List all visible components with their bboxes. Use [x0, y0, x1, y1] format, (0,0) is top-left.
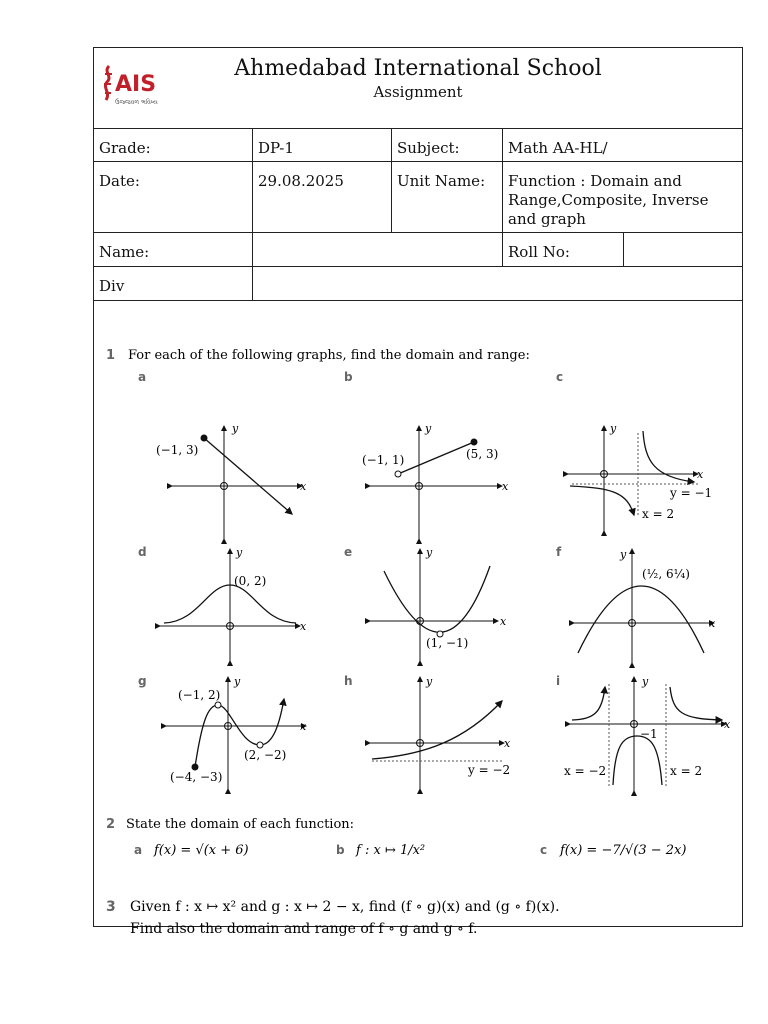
- graph-letter: h: [344, 674, 353, 688]
- graph-letter: e: [344, 545, 353, 559]
- div-label: Div: [99, 277, 125, 295]
- asymptote-label: x = 2: [670, 764, 703, 778]
- subject-value: Math AA-HL/: [502, 129, 742, 161]
- q2-b-letter: b: [336, 843, 345, 857]
- school-name: Ahmedabad International School: [234, 56, 602, 81]
- graph-letter: b: [344, 370, 353, 384]
- point-label: (−4, −3): [170, 770, 223, 784]
- point-label: −1: [640, 727, 658, 741]
- axis-label: y: [620, 548, 627, 561]
- point-label: (−1, 3): [156, 443, 199, 457]
- axis-label: y: [610, 422, 617, 435]
- subject-label: Subject:: [391, 129, 502, 161]
- graph-b: [344, 370, 509, 539]
- q2-a-letter: a: [134, 843, 143, 857]
- graph-letter: f: [556, 545, 562, 559]
- q1-number: 1: [106, 348, 116, 363]
- graph-f: [556, 545, 716, 663]
- asymptote-label: x = 2: [642, 507, 675, 521]
- point-label: (−1, 1): [362, 453, 405, 467]
- date-value: 29.08.2025: [252, 162, 391, 232]
- axis-label: x: [300, 620, 307, 633]
- document-type: Assignment: [373, 83, 463, 101]
- graph-letter: a: [138, 370, 147, 384]
- div-row: [94, 267, 742, 301]
- header-row: [94, 48, 742, 129]
- grade-row: [94, 129, 742, 162]
- q1-text: For each of the following graphs, find the domain and range:: [128, 348, 530, 363]
- axis-label: y: [426, 675, 433, 688]
- asymptote-label: y = −1: [670, 486, 713, 500]
- graph-h: [344, 674, 511, 789]
- q3-line1: Given f : x ↦ x² and g : x ↦ 2 − x, find (f ∘ g)(x) and (g ∘ f)(x).: [130, 899, 560, 915]
- graph-letter: d: [138, 545, 147, 559]
- logo-tagline: ઉજ્જવળ ભવિષ્ય: [115, 99, 158, 106]
- axis-label: x: [697, 468, 704, 481]
- axis-label: y: [426, 546, 433, 559]
- asymptote-label: y = −2: [468, 763, 511, 777]
- graph-letter: i: [556, 674, 561, 688]
- point-label: (−1, 2): [178, 688, 221, 702]
- q3-number: 3: [106, 899, 116, 915]
- questions-area: [94, 301, 742, 937]
- asymptote-label: x = −2: [564, 764, 607, 778]
- div-field[interactable]: [252, 267, 742, 300]
- axis-label: x: [300, 480, 307, 493]
- roll-label: Roll No:: [502, 233, 623, 266]
- q2-b-expression: f : x ↦ 1/x²: [356, 843, 426, 858]
- name-row: [94, 233, 742, 267]
- logo-text: AIS: [115, 72, 157, 97]
- roll-field[interactable]: [623, 233, 742, 266]
- axis-label: y: [642, 675, 649, 688]
- axis-label: y: [425, 422, 432, 435]
- axis-label: x: [502, 480, 509, 493]
- graph-e: [344, 545, 507, 661]
- unit-label: Unit Name:: [391, 162, 502, 232]
- q2-c-letter: c: [540, 843, 548, 857]
- axis-label: x: [300, 720, 307, 733]
- q2-text: State the domain of each function:: [126, 817, 355, 832]
- grade-label: Grade:: [99, 139, 151, 157]
- graph-d: [138, 545, 307, 661]
- q2-a-expression: f(x) = √(x + 6): [154, 843, 249, 858]
- graph-c: [556, 370, 712, 531]
- axis-label: y: [236, 546, 243, 559]
- graph-letter: c: [556, 370, 564, 384]
- q3-line2: Find also the domain and range of f ∘ g and g ∘ f.: [130, 921, 478, 937]
- graph-g: [138, 674, 307, 789]
- point-label: (2, −2): [244, 748, 287, 762]
- q2-c-expression: f(x) = −7/√(3 − 2x): [560, 843, 687, 858]
- assignment-sheet: [93, 47, 743, 937]
- graph-letter: g: [138, 674, 147, 688]
- unit-value: Function : Domain and Range,Composite, Inverse and graph: [502, 162, 742, 232]
- grade-value: DP-1: [252, 129, 391, 161]
- point-label: (5, 3): [466, 447, 499, 461]
- date-label: Date:: [99, 172, 140, 190]
- graph-a: [138, 370, 307, 539]
- axis-label: y: [232, 422, 239, 435]
- graph-i: [556, 674, 731, 791]
- axis-label: y: [234, 675, 241, 688]
- axis-label: x: [500, 615, 507, 628]
- axis-label: x: [724, 718, 731, 731]
- name-label: Name:: [99, 243, 150, 261]
- axis-label: x: [709, 617, 716, 630]
- name-field[interactable]: [252, 233, 502, 266]
- point-label: (½, 6¼): [642, 567, 690, 581]
- point-label: (1, −1): [426, 636, 469, 650]
- q2-number: 2: [106, 817, 116, 832]
- axis-label: x: [504, 737, 511, 750]
- date-row: [94, 162, 742, 233]
- point-label: (0, 2): [234, 574, 267, 588]
